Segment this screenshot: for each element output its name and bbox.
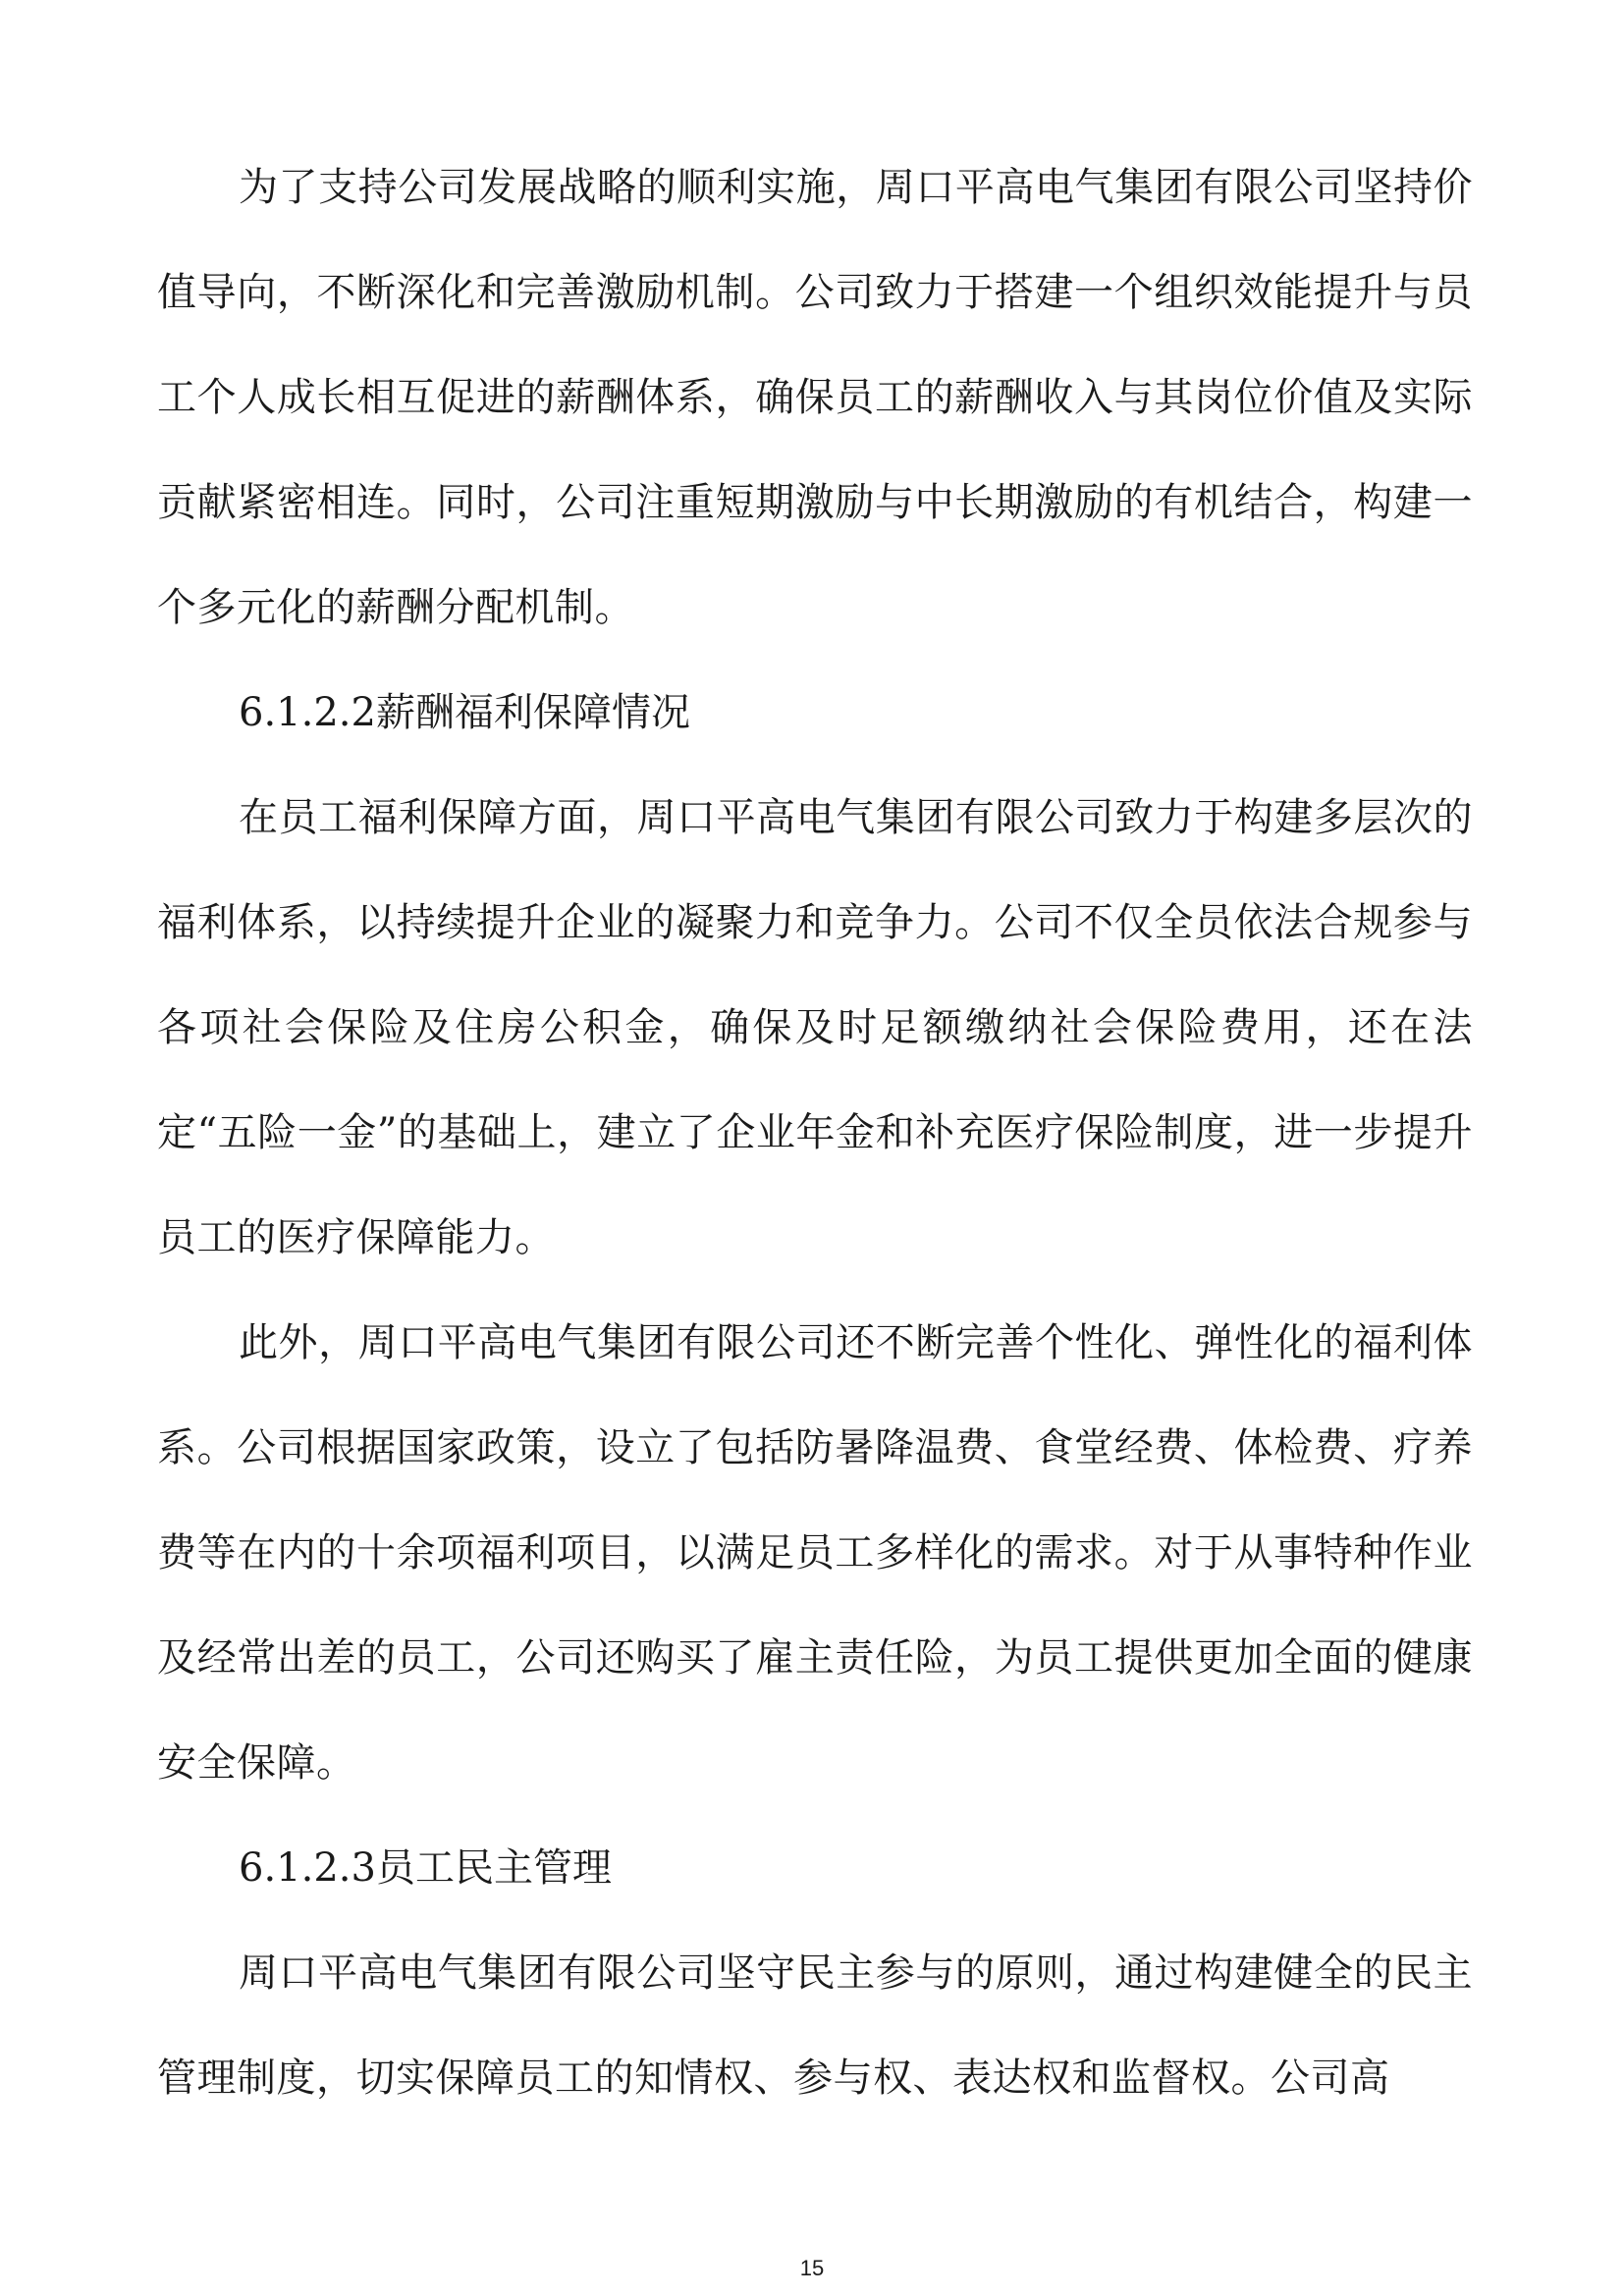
paragraph-flexible-welfare: 此外，周口平高电气集团有限公司还不断完善个性化、弹性化的福利体系。公司根据国家政策，设立了包括防暑降温费、食堂经费、体检费、疗养费等在内的十余项福利项目，以满足员工多样化的需求。对于从事特种作业及经常出差的员工，公司还购买了雇主责任险，为员工提供更加全面的健康安全保障。 bbox=[157, 1320, 1473, 1786]
section-heading-6-1-2-3: 6.1.2.3员工民主管理 bbox=[239, 1845, 612, 1891]
section-heading-6-1-2-2: 6.1.2.2薪酬福利保障情况 bbox=[239, 690, 690, 735]
document-body bbox=[157, 147, 1473, 2131]
paragraph-incentive-mechanism: 为了支持公司发展战略的顺利实施，周口平高电气集团有限公司坚持价值导向，不断深化和完善激励机制。公司致力于搭建一个组织效能提升与员工个人成长相互促进的薪酬体系，确保员工的薪酬收入与其岗位价值及实际贡献紧密相连。同时，公司注重短期激励与中长期激励的有机结合，构建一个多元化的薪酬分配机制。 bbox=[157, 165, 1473, 630]
paragraph-democratic-management: 周口平高电气集团有限公司坚守民主参与的原则，通过构建健全的民主管理制度，切实保障员工的知情权、参与权、表达权和监督权。公司高 bbox=[157, 1950, 1473, 2101]
page-number: 15 bbox=[799, 2256, 825, 2280]
paragraph-welfare-system: 在员工福利保障方面，周口平高电气集团有限公司致力于构建多层次的福利体系，以持续提升企业的凝聚力和竞争力。公司不仅全员依法合规参与各项社会保险及住房公积金，确保及时足额缴纳社会保险费用，还在法定“五险一金”的基础上，建立了企业年金和补充医疗保险制度，进一步提升员工的医疗保障能力。 bbox=[157, 795, 1473, 1260]
